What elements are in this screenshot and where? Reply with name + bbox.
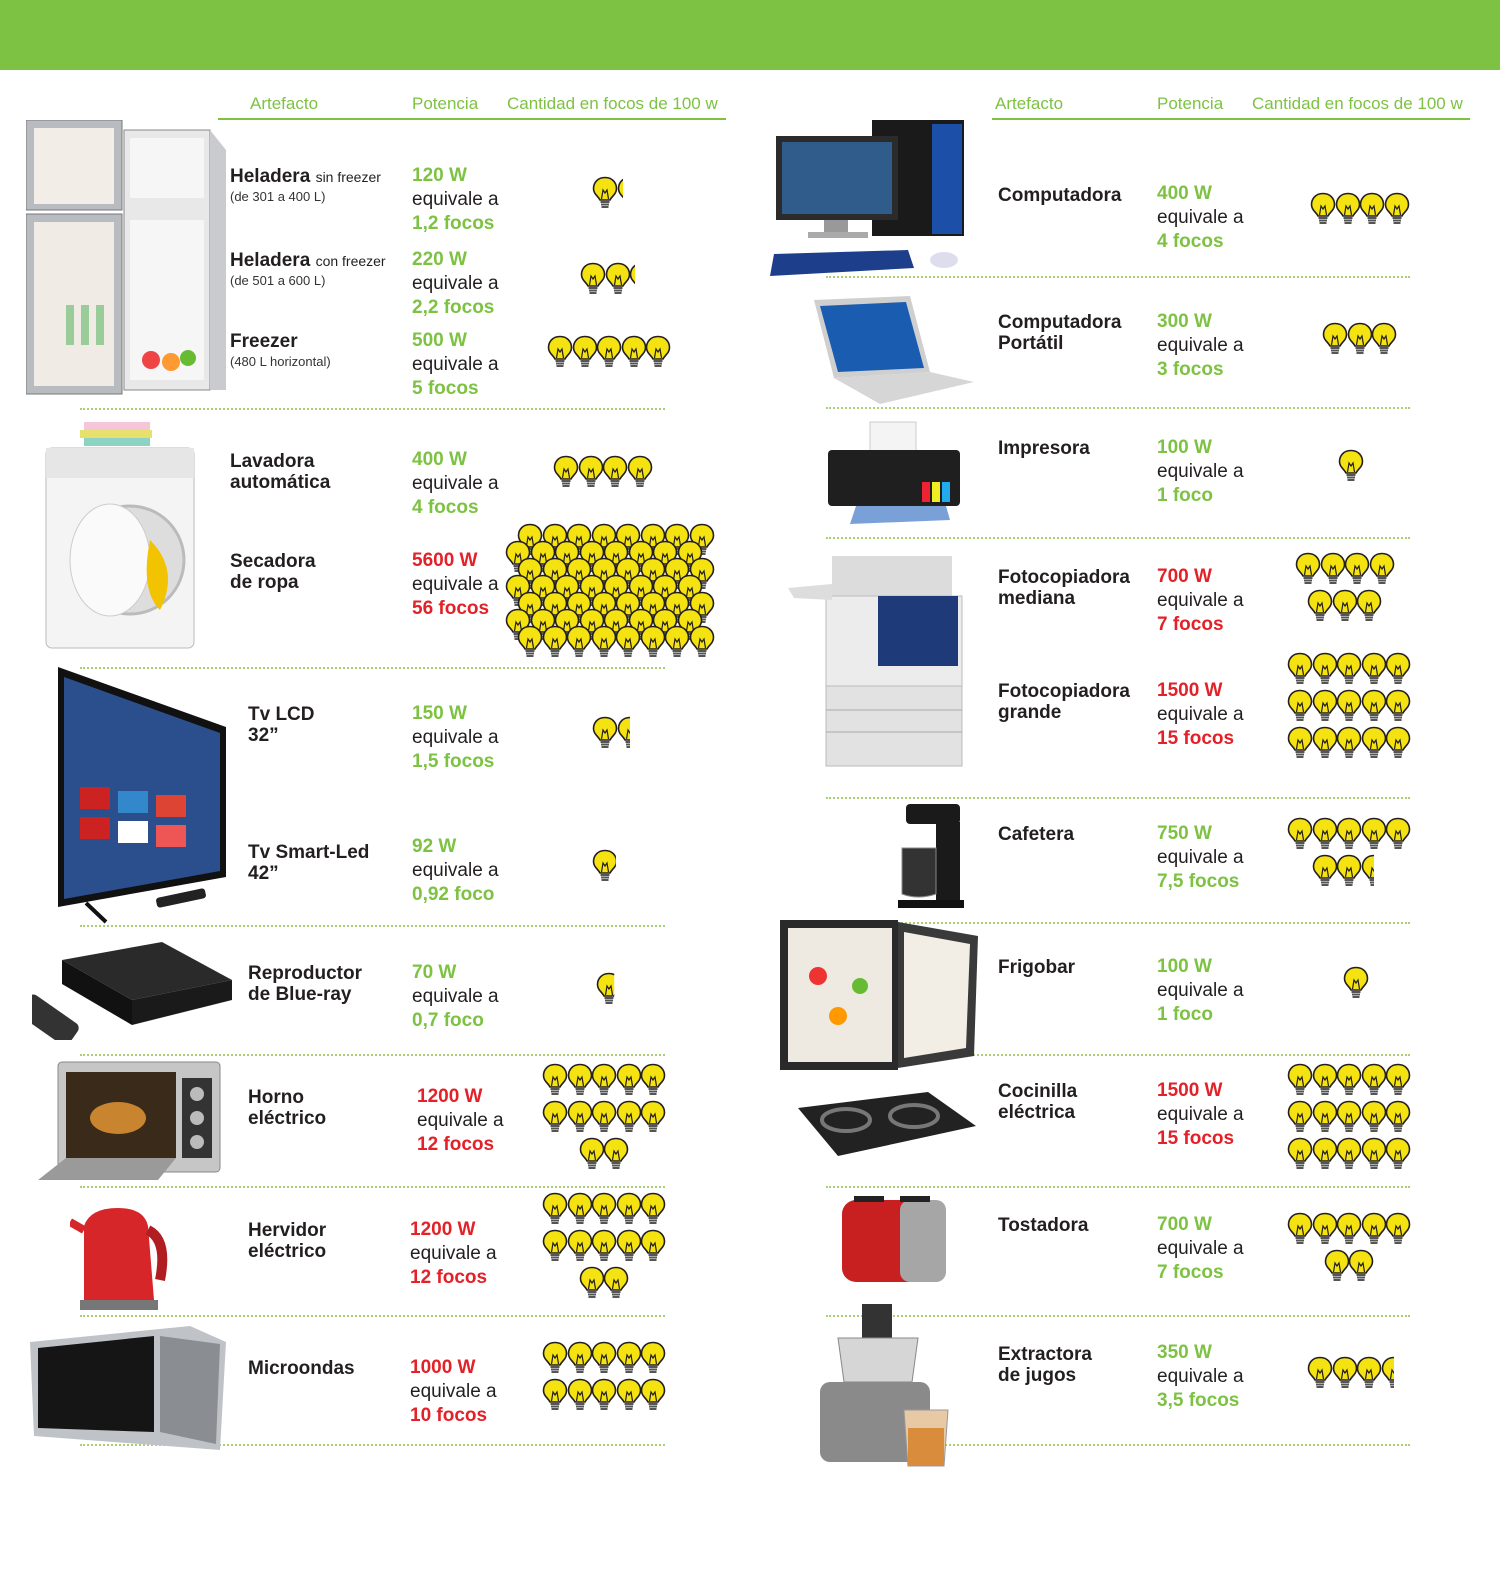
lightbulb-icon — [664, 625, 690, 659]
lightbulb-icon — [567, 1063, 593, 1097]
item-power-horno: 1200 W equivale a 12 focos — [417, 1086, 504, 1155]
lightbulb-icon — [542, 1229, 568, 1263]
lightbulb-icon — [1307, 589, 1333, 623]
top-banner — [0, 0, 1500, 70]
computer-image — [768, 118, 968, 286]
lightbulb-icon — [1312, 689, 1338, 723]
lightbulb-icon — [1361, 1212, 1387, 1246]
lightbulb-icon — [591, 625, 617, 659]
lightbulb-icon — [1332, 589, 1358, 623]
lightbulb-icon — [542, 1063, 568, 1097]
item-name-foto-grande: Fotocopiadora grande — [998, 681, 1130, 723]
lightbulb-icon — [547, 335, 573, 369]
item-power-secadora: 5600 W equivale a 56 focos — [412, 550, 499, 619]
lightbulb-icon — [542, 1341, 568, 1375]
item-power-extractora: 350 W equivale a 3,5 focos — [1157, 1342, 1244, 1411]
bulbs-tv-smart — [592, 849, 652, 889]
lightbulb-icon — [1361, 689, 1387, 723]
lightbulb-icon — [1336, 1212, 1362, 1246]
bulbs-portatil — [1322, 322, 1412, 362]
lightbulb-icon — [1295, 552, 1321, 586]
lightbulb-icon — [616, 1192, 642, 1226]
lightbulb-icon — [640, 1063, 666, 1097]
lightbulb-icon — [566, 625, 592, 659]
bulbs-hervidor — [542, 1192, 672, 1312]
lightbulb-icon — [1361, 1137, 1387, 1171]
lightbulb-icon — [517, 625, 543, 659]
minibar-image — [778, 916, 988, 1178]
lightbulb-icon — [1320, 552, 1346, 586]
lightbulb-icon — [591, 1063, 617, 1097]
lightbulb-icon — [1287, 817, 1313, 851]
lightbulb-icon — [617, 176, 643, 210]
bulbs-impresora — [1338, 449, 1378, 489]
item-name-portatil: Computadora Portátil — [998, 312, 1122, 354]
lightbulb-icon — [567, 1192, 593, 1226]
lightbulb-icon — [591, 1341, 617, 1375]
lightbulb-icon — [1312, 726, 1338, 760]
separator — [80, 1054, 665, 1056]
lightbulb-icon — [1332, 1356, 1358, 1390]
bulbs-cocinilla — [1287, 1063, 1417, 1183]
lightbulb-icon — [1361, 1100, 1387, 1134]
bulbs-foto-mediana — [1295, 552, 1405, 612]
separator — [826, 797, 1410, 799]
header-artefacto-left: Artefacto — [250, 94, 319, 113]
juicer-image — [808, 1302, 954, 1472]
item-power-frigobar: 100 W equivale a 1 foco — [1157, 956, 1244, 1025]
lightbulb-icon — [542, 1100, 568, 1134]
item-power-hervidor: 1200 W equivale a 12 focos — [410, 1219, 497, 1288]
lightbulb-icon — [1336, 854, 1362, 888]
bulbs-bluray — [596, 972, 656, 1012]
bulbs-heladera-sin — [592, 176, 682, 216]
tv-image — [56, 667, 236, 925]
lightbulb-icon — [1310, 192, 1336, 226]
item-name-tv-lcd: Tv LCD 32” — [248, 704, 315, 746]
item-name-tostadora: Tostadora — [998, 1215, 1089, 1236]
lightbulb-icon — [591, 1192, 617, 1226]
separator — [826, 407, 1410, 409]
item-name-foto-mediana: Fotocopiadora mediana — [998, 567, 1130, 609]
lightbulb-icon — [1344, 552, 1370, 586]
lightbulb-icon — [567, 1378, 593, 1412]
lightbulb-icon — [542, 1378, 568, 1412]
lightbulb-icon — [1385, 1212, 1411, 1246]
lightbulb-icon — [603, 1266, 629, 1300]
lightbulb-icon — [1361, 726, 1387, 760]
lightbulb-icon — [1369, 552, 1395, 586]
lightbulb-icon — [1385, 817, 1411, 851]
lightbulb-icon — [1336, 726, 1362, 760]
lightbulb-icon — [1312, 1137, 1338, 1171]
lightbulb-icon — [1359, 192, 1385, 226]
lightbulb-icon — [1335, 192, 1361, 226]
lightbulb-icon — [1287, 1212, 1313, 1246]
item-power-lavadora: 400 W equivale a 4 focos — [412, 449, 499, 518]
lightbulb-icon — [1307, 1356, 1333, 1390]
lightbulb-icon — [640, 1100, 666, 1134]
item-name-lavadora: Lavadora automática — [230, 451, 331, 493]
item-power-cocinilla: 1500 W equivale a 15 focos — [1157, 1080, 1244, 1149]
lightbulb-icon — [591, 1229, 617, 1263]
lightbulb-icon — [616, 1100, 642, 1134]
lightbulb-icon — [596, 335, 622, 369]
header-artefacto-right: Artefacto — [995, 94, 1064, 113]
lightbulb-icon — [1312, 817, 1338, 851]
lightbulb-icon — [1385, 1063, 1411, 1097]
bluray-image — [32, 940, 232, 1040]
lightbulb-icon — [542, 1192, 568, 1226]
item-name-extractora: Extractora de jugos — [998, 1344, 1092, 1386]
header-rule-left — [218, 118, 726, 120]
item-power-foto-mediana: 700 W equivale a 7 focos — [1157, 566, 1244, 635]
bulbs-tv-lcd — [592, 716, 682, 756]
item-name-heladera-sin: Heladera sin freezer — [230, 166, 381, 187]
item-power-heladera-sin: 120 W equivale a 1,2 focos — [412, 165, 499, 234]
lightbulb-icon — [567, 1341, 593, 1375]
lightbulb-icon — [1312, 854, 1338, 888]
bulbs-microondas — [542, 1341, 672, 1421]
lightbulb-icon — [602, 455, 628, 489]
lightbulb-icon — [1312, 652, 1338, 686]
oven-image — [38, 1058, 224, 1186]
lightbulb-icon — [1356, 1356, 1382, 1390]
separator — [80, 1186, 665, 1188]
item-power-tostadora: 700 W equivale a 7 focos — [1157, 1214, 1244, 1283]
lightbulb-icon — [1336, 652, 1362, 686]
item-name-frigobar: Frigobar — [998, 957, 1076, 978]
washer-image — [40, 420, 200, 652]
lightbulb-icon — [616, 1063, 642, 1097]
separator — [826, 1186, 1410, 1188]
bulbs-lavadora — [553, 455, 663, 495]
microwave-image — [30, 1326, 230, 1456]
lightbulb-icon — [1385, 726, 1411, 760]
lightbulb-icon — [1336, 1137, 1362, 1171]
lightbulb-icon — [605, 262, 631, 296]
item-name-cocinilla: Cocinilla eléctrica — [998, 1081, 1078, 1123]
lightbulb-icon — [617, 716, 643, 750]
lightbulb-icon — [1287, 652, 1313, 686]
lightbulb-icon — [640, 625, 666, 659]
lightbulb-icon — [592, 716, 618, 750]
lightbulb-icon — [1385, 689, 1411, 723]
item-name-microondas: Microondas — [248, 1358, 355, 1379]
fridge-image — [26, 120, 226, 400]
printer-image — [826, 420, 966, 526]
lightbulb-icon — [627, 455, 653, 489]
item-sub-heladera-con: (de 501 a 600 L) — [230, 273, 326, 288]
bulbs-cafetera — [1287, 817, 1417, 897]
lightbulb-icon — [592, 176, 618, 210]
item-sub-freezer: (480 L horizontal) — [230, 354, 331, 369]
lightbulb-icon — [616, 1341, 642, 1375]
lightbulb-icon — [579, 1137, 605, 1171]
bulbs-extractora — [1307, 1356, 1417, 1396]
separator — [826, 537, 1410, 539]
lightbulb-icon — [640, 1192, 666, 1226]
item-power-foto-grande: 1500 W equivale a 15 focos — [1157, 680, 1244, 749]
lightbulb-icon — [615, 625, 641, 659]
lightbulb-icon — [689, 625, 715, 659]
lightbulb-icon — [1347, 322, 1373, 356]
bulbs-foto-grande — [1287, 652, 1417, 772]
bulbs-computadora — [1310, 192, 1420, 232]
lightbulb-icon — [616, 1229, 642, 1263]
bulbs-heladera-con — [580, 262, 670, 302]
lightbulb-icon — [553, 455, 579, 489]
lightbulb-icon — [591, 1100, 617, 1134]
bulbs-secadora — [505, 523, 720, 653]
item-name-freezer: Freezer — [230, 331, 298, 352]
item-name-impresora: Impresora — [998, 438, 1090, 459]
separator — [80, 408, 665, 410]
item-power-portatil: 300 W equivale a 3 focos — [1157, 311, 1244, 380]
lightbulb-icon — [1361, 652, 1387, 686]
lightbulb-icon — [596, 972, 622, 1006]
lightbulb-icon — [1287, 689, 1313, 723]
kettle-image — [70, 1200, 170, 1312]
item-name-secadora: Secadora de ropa — [230, 551, 316, 593]
separator — [80, 1315, 665, 1317]
lightbulb-icon — [1385, 1137, 1411, 1171]
bulbs-tostadora — [1287, 1212, 1417, 1292]
lightbulb-icon — [1336, 817, 1362, 851]
lightbulb-icon — [578, 455, 604, 489]
lightbulb-icon — [640, 1229, 666, 1263]
item-name-heladera-con: Heladera con freezer — [230, 250, 386, 271]
photocopier-image — [786, 554, 966, 772]
item-name-tv-smart: Tv Smart-Led 42” — [248, 842, 370, 884]
lightbulb-icon — [567, 1100, 593, 1134]
header-cantidad-right: Cantidad en focos de 100 w — [1252, 94, 1463, 113]
lightbulb-icon — [1384, 192, 1410, 226]
lightbulb-icon — [1338, 449, 1364, 483]
lightbulb-icon — [1336, 1100, 1362, 1134]
lightbulb-icon — [1324, 1249, 1350, 1283]
lightbulb-icon — [1361, 854, 1387, 888]
lightbulb-icon — [1287, 726, 1313, 760]
lightbulb-icon — [621, 335, 647, 369]
lightbulb-icon — [1287, 1137, 1313, 1171]
bulbs-frigobar — [1343, 966, 1383, 1006]
lightbulb-icon — [567, 1229, 593, 1263]
item-power-cafetera: 750 W equivale a 7,5 focos — [1157, 823, 1244, 892]
lightbulb-icon — [640, 1378, 666, 1412]
lightbulb-icon — [1287, 1100, 1313, 1134]
lightbulb-icon — [1348, 1249, 1374, 1283]
header-potencia-left: Potencia — [412, 94, 479, 113]
item-power-microondas: 1000 W equivale a 10 focos — [410, 1357, 497, 1426]
lightbulb-icon — [629, 262, 655, 296]
lightbulb-icon — [592, 849, 618, 883]
lightbulb-icon — [1312, 1100, 1338, 1134]
lightbulb-icon — [1322, 322, 1348, 356]
item-power-tv-smart: 92 W equivale a 0,92 foco — [412, 836, 499, 905]
lightbulb-icon — [1371, 322, 1397, 356]
laptop-image — [810, 296, 976, 406]
lightbulb-icon — [603, 1137, 629, 1171]
lightbulb-icon — [1361, 1063, 1387, 1097]
lightbulb-icon — [1312, 1212, 1338, 1246]
header-potencia-right: Potencia — [1157, 94, 1224, 113]
header-cantidad-left: Cantidad en focos de 100 w — [507, 94, 718, 113]
lightbulb-icon — [1385, 1100, 1411, 1134]
lightbulb-icon — [616, 1378, 642, 1412]
toaster-image — [840, 1192, 950, 1290]
coffee-maker-image — [896, 804, 972, 908]
item-name-computadora: Computadora — [998, 185, 1122, 206]
item-power-bluray: 70 W equivale a 0,7 foco — [412, 962, 499, 1031]
item-power-impresora: 100 W equivale a 1 foco — [1157, 437, 1244, 506]
lightbulb-icon — [580, 262, 606, 296]
lightbulb-icon — [645, 335, 671, 369]
item-power-computadora: 400 W equivale a 4 focos — [1157, 183, 1244, 252]
lightbulb-icon — [1287, 1063, 1313, 1097]
lightbulb-icon — [1381, 1356, 1407, 1390]
lightbulb-icon — [1312, 1063, 1338, 1097]
item-name-bluray: Reproductor de Blue-ray — [248, 963, 362, 1005]
item-sub-heladera-sin: (de 301 a 400 L) — [230, 189, 326, 204]
bulbs-horno — [542, 1063, 672, 1183]
item-power-tv-lcd: 150 W equivale a 1,5 focos — [412, 703, 499, 772]
lightbulb-icon — [640, 1341, 666, 1375]
lightbulb-icon — [572, 335, 598, 369]
lightbulb-icon — [591, 1378, 617, 1412]
lightbulb-icon — [1385, 652, 1411, 686]
lightbulb-icon — [1361, 817, 1387, 851]
item-name-cafetera: Cafetera — [998, 824, 1075, 845]
lightbulb-icon — [1336, 689, 1362, 723]
header-rule-right — [992, 118, 1470, 120]
separator — [80, 925, 665, 927]
item-power-freezer: 500 W equivale a 5 focos — [412, 330, 499, 399]
lightbulb-icon — [1343, 966, 1369, 1000]
lightbulb-icon — [579, 1266, 605, 1300]
lightbulb-icon — [1336, 1063, 1362, 1097]
item-name-horno: Horno eléctrico — [248, 1087, 327, 1129]
bulbs-freezer — [547, 335, 677, 375]
item-name-hervidor: Hervidor eléctrico — [248, 1220, 327, 1262]
lightbulb-icon — [1356, 589, 1382, 623]
item-power-heladera-con: 220 W equivale a 2,2 focos — [412, 249, 499, 318]
lightbulb-icon — [542, 625, 568, 659]
